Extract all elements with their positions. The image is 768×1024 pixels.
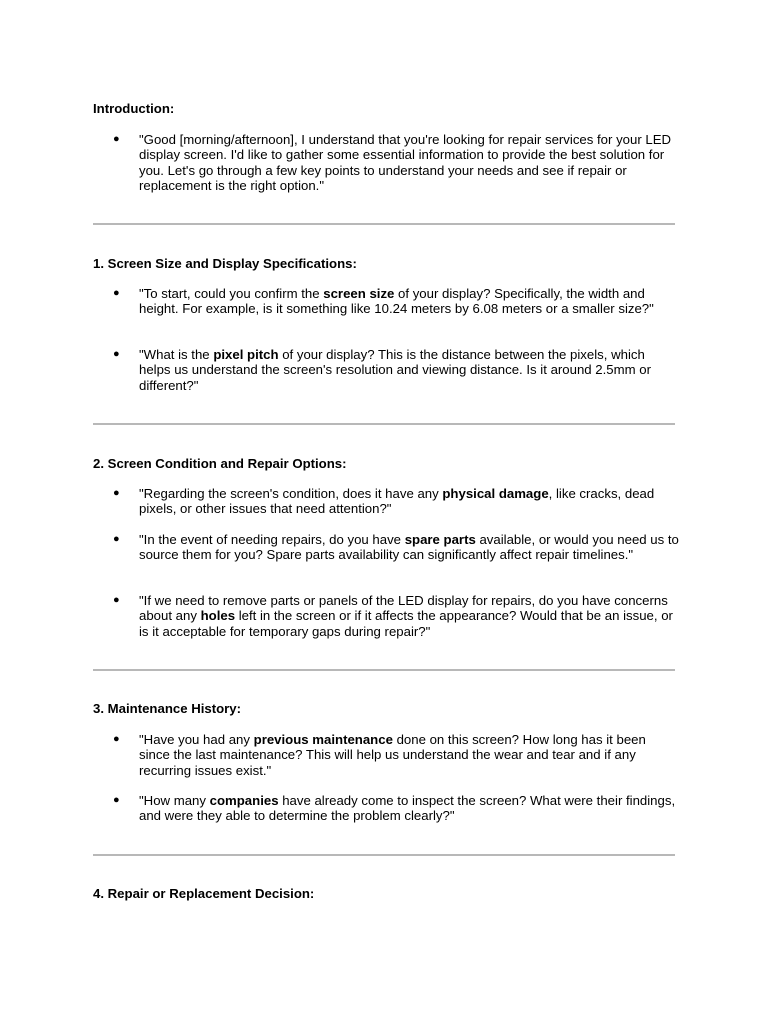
bullet-text: "In the event of needing repairs, do you have [139, 532, 405, 547]
bullet-text: "Have you had any [139, 732, 254, 747]
intro-heading: Introduction: [93, 101, 175, 116]
bullet-text: available, or would you need us to source them for you? Spare parts availability can significantly affect repair timelines." [139, 532, 679, 563]
bullet-bold-term: previous maintenance [253, 732, 393, 747]
bullet-bold-term: physical damage [442, 486, 549, 501]
section3-bullet-2 [113, 793, 679, 824]
bullet-icon: ● [113, 533, 120, 545]
section2-heading: 2. Screen Condition and Repair Options: [93, 456, 347, 471]
intro-bullet-1 [113, 132, 679, 194]
bullet-text: "Regarding the screen's condition, does it have any [139, 486, 443, 501]
bullet-text: "Good [morning/afternoon], I understand that you're looking for repair services for your LED display screen. I'd like to gather some essential information to provide the best solution for you. Let's go through a few key points to understand your needs and see if repair or replacement is the right option." [139, 132, 672, 194]
section1-bullet-2 [113, 347, 679, 393]
bullet-icon: ● [113, 348, 120, 360]
bullet-text: "What is the [139, 347, 214, 362]
bullet-text: , like cracks, dead pixels, or other issues that need attention?" [139, 486, 655, 517]
bullet-bold-term: holes [200, 608, 236, 624]
bullet-bold-term: spare parts [404, 532, 476, 547]
bullet-icon: ● [113, 487, 120, 499]
bullet-text: "How many [139, 793, 210, 808]
section1-bullet-1 [113, 286, 679, 317]
bullet-text: left in the screen or if it affects the appearance? Would that be an issue, or is it acceptable for temporary gaps during repair?" [139, 608, 673, 639]
section-divider [93, 854, 675, 856]
bullet-icon: ● [113, 733, 120, 745]
section-divider [93, 423, 675, 425]
bullet-text: "To start, could you confirm the [139, 286, 324, 301]
section1-heading: 1. Screen Size and Display Specifications: [93, 256, 357, 271]
bullet-icon: ● [113, 133, 120, 145]
bullet-text: "If we need to remove parts or panels of the LED display for repairs, do you have concerns about any [139, 593, 668, 624]
bullet-bold-term: companies [209, 793, 279, 808]
section2-bullet-2 [113, 532, 679, 563]
section3-bullet-1 [113, 732, 679, 778]
section3-heading: 3. Maintenance History: [93, 701, 242, 716]
section-divider [93, 223, 675, 225]
section4-heading: 4. Repair or Replacement Decision: [93, 886, 315, 901]
bullet-icon: ● [113, 794, 120, 806]
bullet-text: of your display? Specifically, the width and height. For example, is it something like 10.24 meters by 6.08 meters or a smaller size?" [139, 286, 654, 317]
bullet-text: have already come to inspect the screen? What were their findings, and were they able to determine the problem clearly?" [139, 793, 676, 824]
bullet-text: done on this screen? How long has it been since the last maintenance? This will help us understand the wear and tear and if any recurring issues exist." [139, 732, 646, 778]
section2-bullet-1 [113, 486, 679, 517]
bullet-text: of your display? This is the distance between the pixels, which helps us understand the screen's resolution and viewing distance. Is it around 2.5mm or different?" [139, 347, 651, 393]
bullet-icon: ● [113, 287, 120, 299]
section2-bullet-3 [113, 593, 679, 639]
section-divider [93, 669, 675, 671]
bullet-bold-term: screen size [323, 286, 395, 301]
bullet-bold-term: pixel pitch [213, 347, 279, 362]
bullet-icon: ● [113, 594, 120, 606]
